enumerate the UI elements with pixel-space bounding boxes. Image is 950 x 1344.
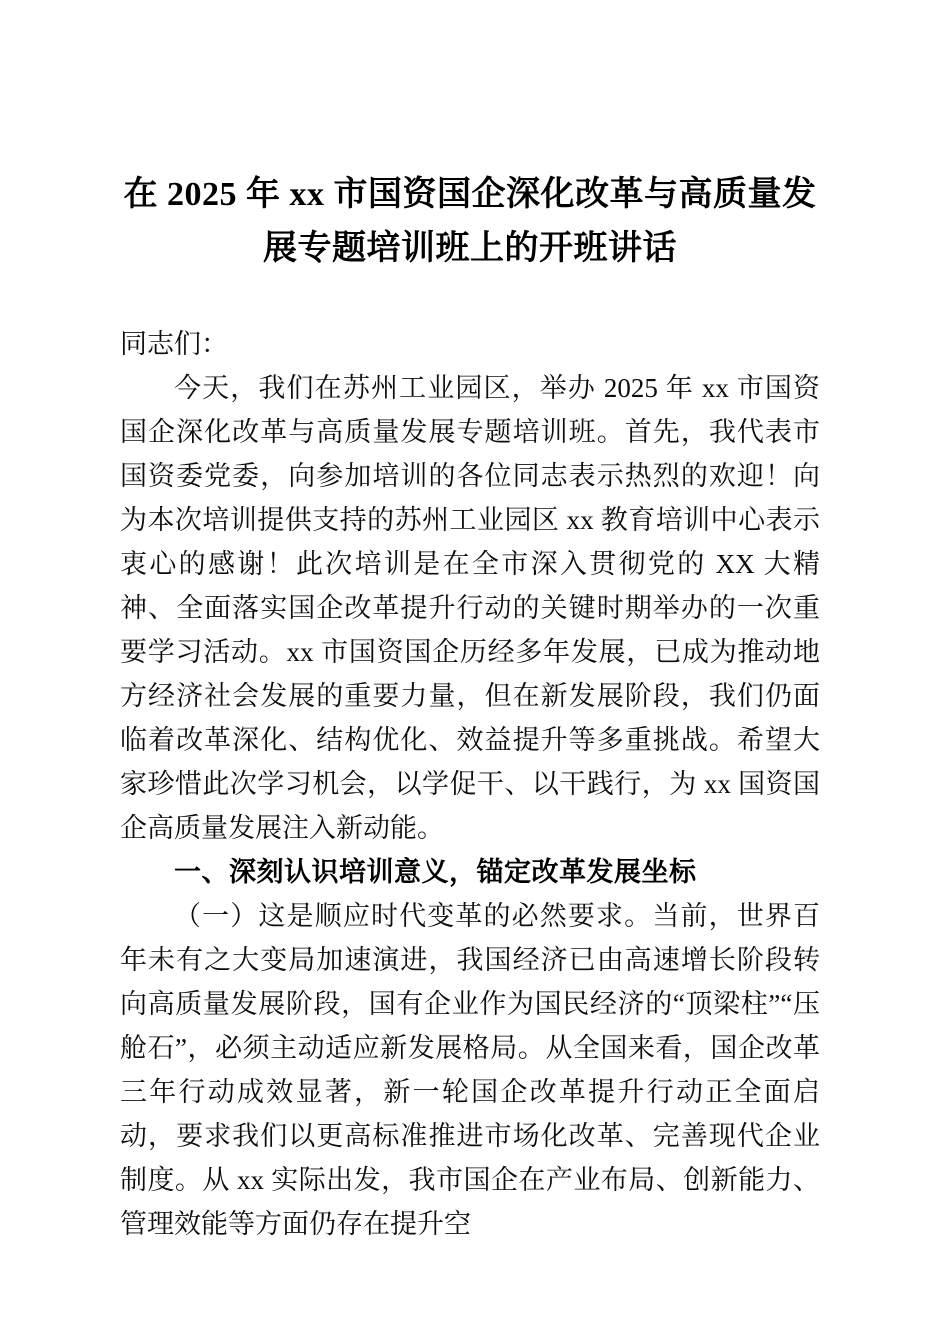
paragraph-opening: 今天，我们在苏州工业园区，举办 2025 年 xx 市国资国企深化改革与高质量发展专题培训班。首先，我代表市国资委党委，向参加培训的各位同志表示热烈的欢迎！向为本次培训提供支持的苏州工业园区 xx 教育培训中心表示衷心的感谢！此次培训是在全市深入贯彻党的 XX 大精神、全面落实国企改革提升行动的关键时期举办的一次重要学习活动。xx 市国资国企历经多年发展，已成为推动地方经济社会发展的重要力量，但在新发展阶段，我们仍面临着改革深化、结构优化、效益提升等多重挑战。希望大家珍惜此次学习机会，以学促干、以干践行，为 xx 国资国企高质量发展注入新动能。 bbox=[120, 373, 820, 843]
paragraph-section-one-a: （一）这是顺应时代变革的必然要求。当前，世界百年未有之大变局加速演进，我国经济已由高速增长阶段转向高质量发展阶段，国有企业作为国民经济的“顶梁柱”“压舱石”，必须主动适应新发展格局。从全国来看，国企改革三年行动成效显著，新一轮国企改革提升行动正全面启动，要求我们以更高标准推进市场化改革、完善现代企业制度。从 xx 实际出发，我市国企在产业布局、创新能力、管理效能等方面仍存在提升空 bbox=[120, 901, 820, 1239]
salutation: 同志们： bbox=[120, 329, 228, 359]
document-body bbox=[120, 0, 820, 1246]
section-heading-one: 一、深刻认识培训意义，锚定改革发展坐标 bbox=[174, 857, 697, 887]
page-title: 在 2025 年 xx 市国资国企深化改革与高质量发展专题培训班上的开班讲话 bbox=[123, 176, 817, 267]
